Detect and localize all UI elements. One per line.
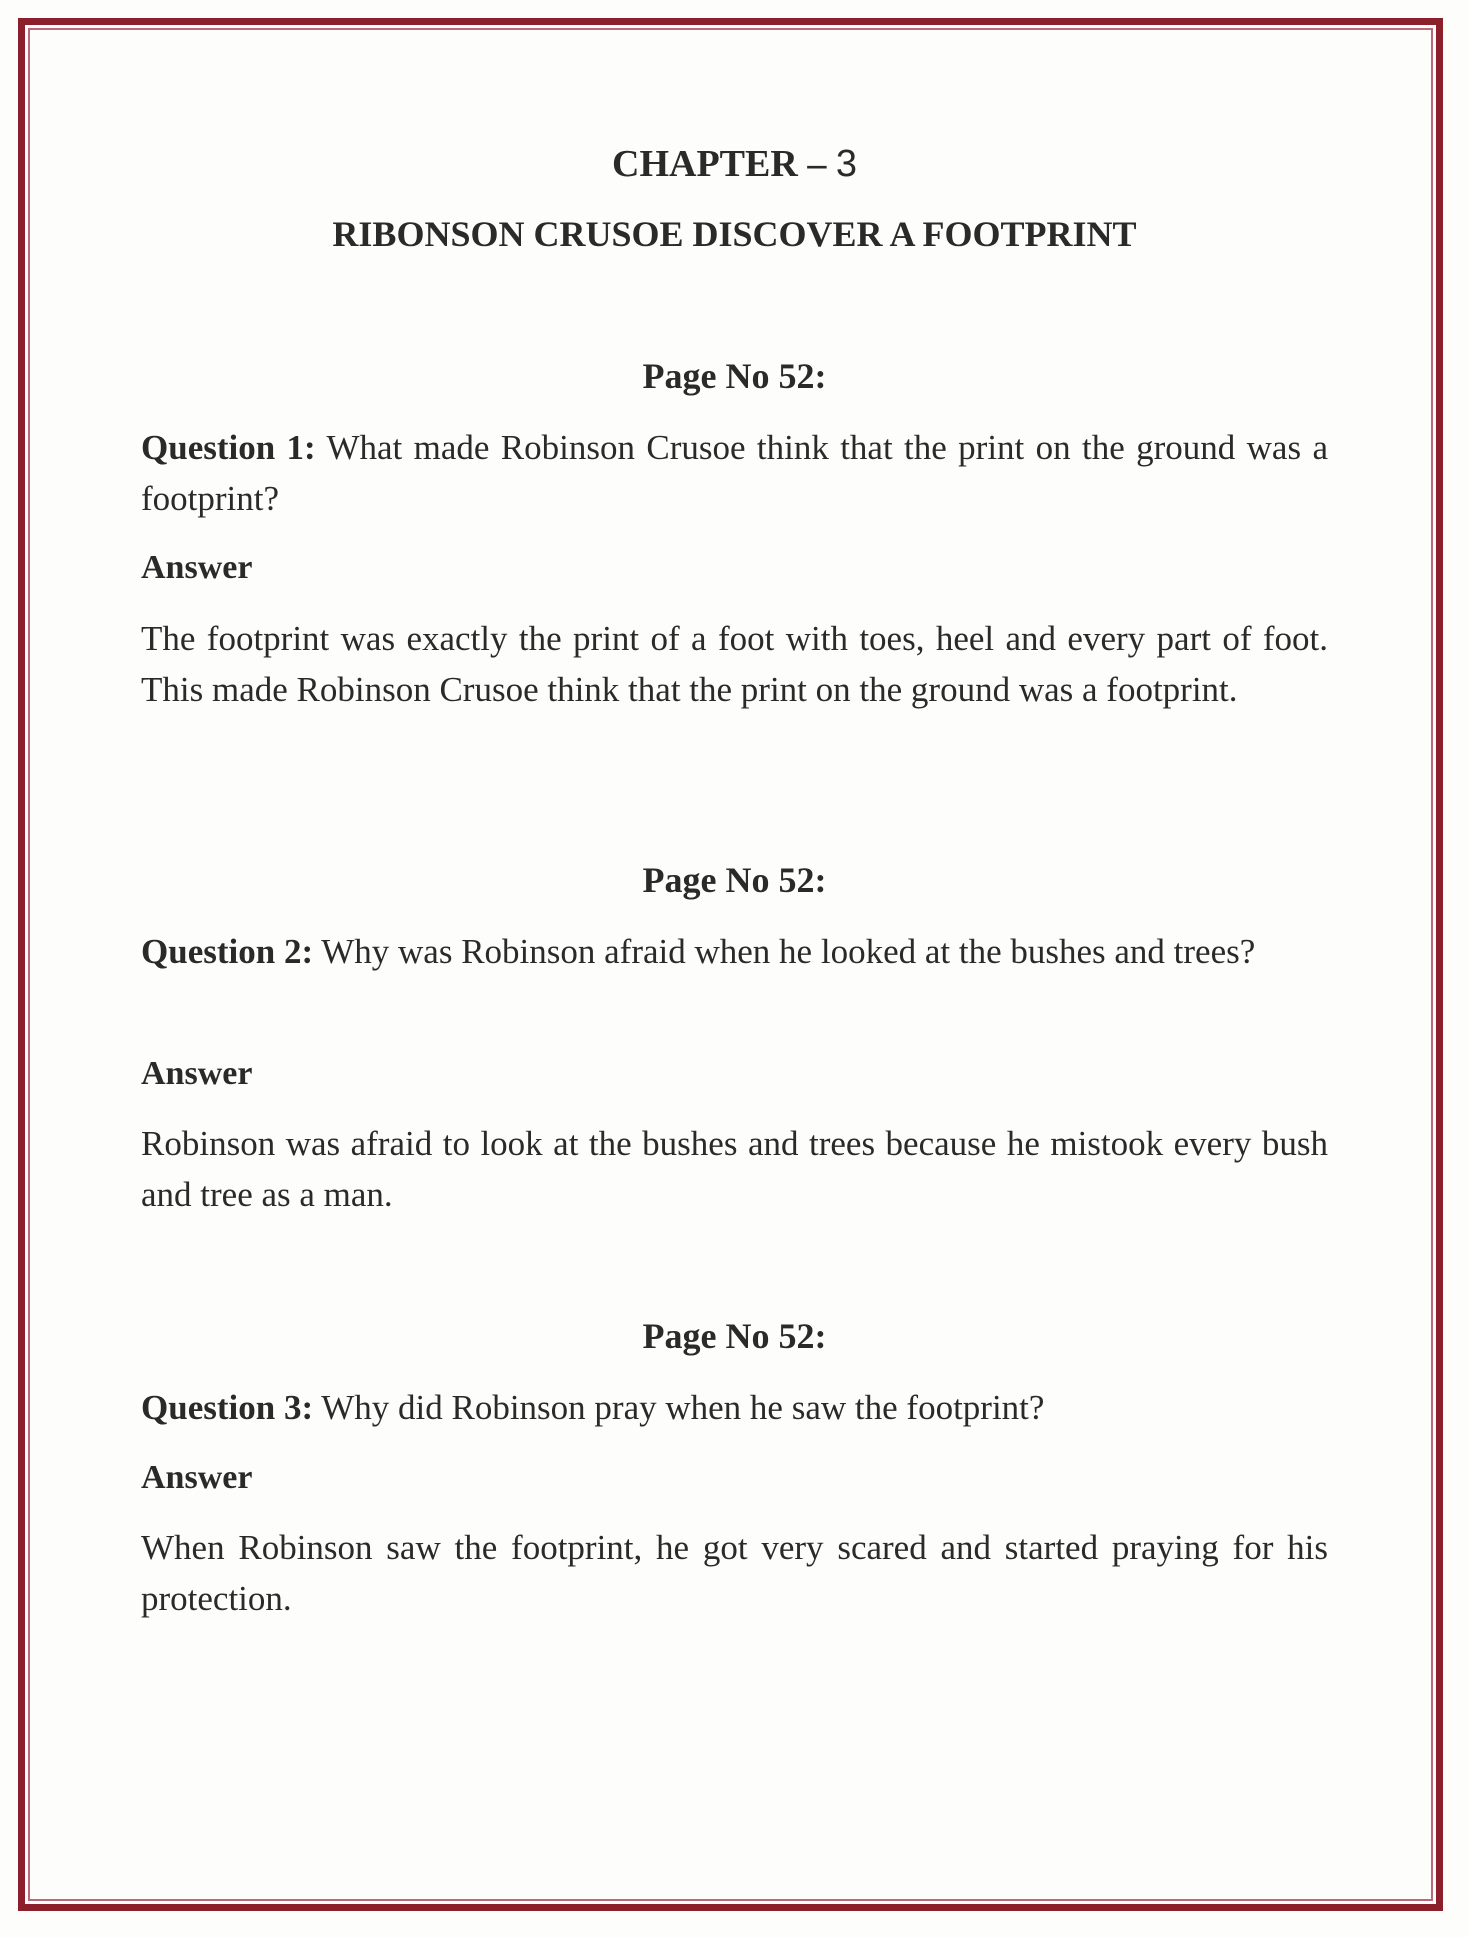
answer-label: Answer: [141, 1459, 253, 1496]
question-2: [141, 926, 1328, 977]
page-number-heading: Page No 52:: [642, 860, 827, 900]
chapter-heading: [0, 142, 1469, 186]
answer-1: The footprint was exactly the print of a foot with toes, heel and every part of foot. This made Robinson Crusoe think that the print on the ground was a footprint.: [141, 619, 1328, 709]
answer-3: When Robinson saw the footprint, he got very scared and started praying for his protection.: [141, 1528, 1328, 1618]
answer-2: Robinson was afraid to look at the bushes and trees because he mistook every bush and tree as a man.: [141, 1124, 1328, 1214]
question-label: Question 3:: [141, 1388, 314, 1427]
question-label: Question 1:: [141, 428, 316, 467]
chapter-label: CHAPTER –: [612, 143, 827, 185]
question-text: Why was Robinson afraid when he looked at the bushes and trees?: [321, 932, 1256, 971]
chapter-title: RIBONSON CRUSOE DISCOVER A FOOTPRINT: [332, 214, 1137, 254]
question-label: Question 2:: [141, 932, 314, 971]
question-3: [141, 1382, 1328, 1433]
answer-label: Answer: [141, 549, 253, 586]
page-number-heading: Page No 52:: [642, 1316, 827, 1356]
question-1: [141, 422, 1328, 524]
chapter-number: 3: [835, 143, 857, 185]
question-text: What made Robinson Crusoe think that the print on the ground was a footprint?: [141, 428, 1328, 518]
page-number-heading: Page No 52:: [642, 356, 827, 396]
answer-label: Answer: [141, 1055, 253, 1092]
question-text: Why did Robinson pray when he saw the footprint?: [321, 1388, 1045, 1427]
